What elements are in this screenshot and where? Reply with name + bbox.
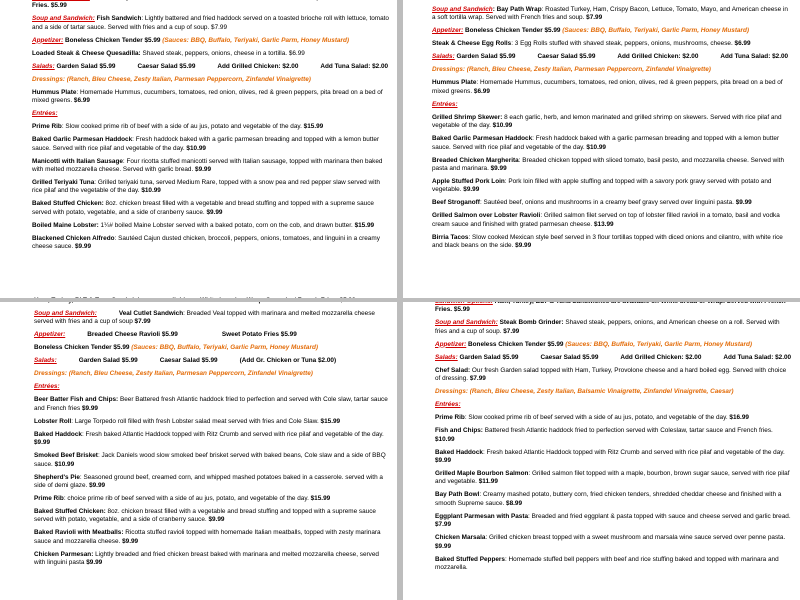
menu-line (34, 344, 389, 352)
menu-text: Salads: (34, 357, 57, 365)
menu-text: Fish Sandwich (94, 15, 142, 23)
menu-text: : Breaded and fried eggplant & pasta topped with sauce and cheese served and garlic bread. (528, 512, 791, 520)
menu-line (432, 212, 792, 229)
menu-text: $10.99 (141, 187, 161, 195)
menu-line (435, 354, 792, 362)
menu-line (432, 101, 792, 109)
menu-text: : Four ricotta stuffed manicotti served with Italian sausage, topped with marinara then baked with melted mozzarella cheese. Served with garlic bread. (32, 157, 383, 174)
menu-line (34, 383, 389, 391)
menu-text: $9.99 (435, 457, 451, 465)
menu-text: Add Tuna Salad: $2.00 (320, 62, 389, 70)
menu-text: $10.99 (186, 144, 206, 152)
menu-line (432, 66, 792, 74)
menu-line (34, 551, 389, 568)
menu-text: : Grilled salmon filet served on top of lobster filled ravioli in a tomato, basil and vodka cream sauce and finished with grated parmesan cheese. (432, 212, 780, 228)
menu-line (32, 235, 389, 252)
menu-text: Ricotta stuffed ravioli topped with homemade Italian meatballs, topped with zesty marinara sauce and mozzarella cheese. (34, 529, 381, 545)
menu-text: : Sautéed beef, onions and mushrooms in a creamy beef gravy served over linguini pasta. (479, 199, 736, 207)
menu-text: $10.99 (586, 143, 606, 151)
menu-line (432, 40, 792, 48)
menu-line (34, 495, 389, 503)
menu-text: $9.99 (435, 542, 451, 550)
menu-line (432, 6, 792, 23)
menu-text: Breaded Chicken Margherita (432, 156, 519, 164)
menu-line (32, 200, 389, 217)
menu-text: Entrées: (34, 383, 60, 391)
menu-text: Baked Garlic Parmesan Haddock (432, 135, 533, 143)
menu-text: Appetizer: (34, 331, 66, 339)
menu-text: Baked Stuffed Chicken: (32, 200, 104, 208)
menu-text: Appetizer: (432, 27, 464, 35)
menu-text: $10.99 (435, 435, 455, 443)
menu-text: $7.99 (503, 327, 520, 335)
menu-text: : Fresh haddock baked with a garlic parmesan breading and topped with a lemon butter sauce. Served with rice pilaf and vegetable of the day. (432, 135, 780, 151)
menu-text: Manicotti with Italian Sausage (32, 157, 123, 165)
menu-line (435, 319, 792, 336)
menu-text: : Homemade stuffed bell peppers with beef and rice stuffing baked and topped with marinara and mozzarella. (435, 555, 779, 572)
menu-line (32, 136, 389, 153)
menu-text: $11.99 (478, 478, 498, 486)
menu-text: Boneless Chicken Tender $5.99 (466, 340, 566, 348)
menu-line (432, 114, 792, 131)
menu-text: Add Grilled Chicken: $2.00 (617, 53, 699, 61)
menu-text: : choice prime rib of beef served with a side of au jus, potato, and vegetable of the day. (63, 495, 311, 503)
menu-text: : Pork loin filled with apple stuffing and topped with a savory pork gravy served with potato and vegetable. (432, 178, 772, 194)
menu-text: Dressings: (Ranch, Bleu Cheese, Zesty Italian, Parmesan Peppercorn, Zinfandel Vinaigrette) (432, 66, 711, 74)
menu-line (34, 418, 389, 426)
menu-text: Prime Rib (435, 414, 465, 422)
menu-text: Steak & Cheese Egg Rolls (432, 40, 512, 48)
menu-page-1 (0, 0, 397, 298)
menu-line (34, 452, 389, 469)
menu-text: : Slow cooked Mexican style beef served in 3 flour tortillas topped with diced onions and cilantro, with white rice and black beans on the side. (432, 233, 783, 250)
menu-text: Garden Salad $5.99 (78, 357, 138, 365)
menu-text: Shaved steak, peppers, onions, and American cheese on a roll. Served with fries and a cup of soup. (435, 319, 780, 335)
menu-text: Bay Path Bowl (435, 491, 480, 499)
menu-text: Caesar Salad $5.99 (137, 62, 196, 70)
menu-text: Shaved steak, peppers, onions, cheese in a tortilla. $6.99 (140, 49, 305, 57)
menu-text: : Fresh haddock baked with a garlic parmesan breading and topped with a lemon butter sauce. Served with rice pilaf and vegetable of the day. (32, 136, 380, 152)
menu-line (432, 53, 792, 61)
menu-text: Blackened Chicken Alfredo (32, 234, 115, 242)
menu-text: Garden Salad $5.99 (54, 62, 116, 70)
menu-line (432, 199, 792, 207)
menu-page-4 (403, 302, 800, 600)
menu-text: Add Tuna Salad: $2.00 (723, 353, 792, 361)
menu-text: : Bay Path Wrap (492, 6, 542, 13)
menu-text: Sweet Potato Fries $5.99 (221, 331, 297, 339)
menu-text (32, 0, 90, 1)
menu-text: : Breaded chicken topped with sliced tomato, basil pesto, and mozzarella cheese. Served with pasta and marinara. (432, 156, 785, 173)
menu-text: $15.99 (320, 417, 341, 425)
menu-line (432, 234, 792, 251)
menu-text: $9.99 (735, 199, 752, 207)
menu-text: $6.99 (473, 87, 490, 95)
menu-line (32, 222, 389, 230)
menu-text: Add Grilled Chicken: $2.00 (620, 353, 702, 361)
menu-text: Our fresh Garden salad topped with Ham, Turkey, Provolone cheese and a hard boiled egg. Served with choice of dressing. (435, 366, 787, 383)
menu-text: : Grilled salmon filet topped with a maple, bourbon, brown sugar sauce, served with rice pilaf and vegetable. (435, 470, 790, 486)
menu-text: Smoked Beef Brisket (34, 452, 98, 460)
menu-line (34, 331, 389, 339)
menu-text: $6.99 (734, 40, 751, 48)
menu-text: $15.99 (303, 123, 324, 131)
menu-text: : 3 Egg Rolls stuffed with shaved steak, peppers, onions, mushrooms, cheese. (511, 40, 735, 48)
menu-line (435, 513, 792, 530)
menu-text: Salads: (435, 353, 458, 361)
menu-text: Lobster Roll (34, 417, 72, 425)
menu-line (432, 27, 792, 35)
menu-text: Beef Stroganoff (432, 199, 480, 207)
menu-text: Chicken Marsala (435, 534, 486, 542)
menu-text: Battered fresh Atlantic haddock fried to perfection served with Coleslaw, tartar sauce and French fries. (482, 427, 773, 435)
menu-text: $7.99 (586, 14, 603, 22)
menu-line (32, 15, 389, 32)
menu-text: Hummus Plate (32, 88, 77, 96)
menu-line (32, 63, 389, 71)
menu-line (435, 491, 792, 508)
menu-text: Dressings: (Ranch, Bleu Cheese, Zesty Italian, Parmesan Peppercorn, Zinfandel Vinaigrette) (32, 75, 311, 83)
menu-text: 8 each garlic, herb, and lemon marinated and grilled shrimp on skewers. Served with rice pilaf and vegetable of the day. (432, 113, 782, 130)
menu-text: $8.99 (506, 499, 523, 507)
menu-text: $15.99 (310, 495, 331, 503)
menu-text: $9.99 (515, 242, 532, 250)
menu-line (32, 89, 389, 106)
menu-text: Entrées: (32, 110, 58, 118)
menu-line (34, 431, 389, 448)
menu-text: Soup and Sandwich: (34, 310, 97, 317)
menu-text: $9.99 (195, 166, 212, 174)
menu-text: Grilled Salmon over Lobster Ravioli (432, 212, 541, 220)
menu-text: Chicken Parmesan: (34, 550, 94, 558)
menu-text: Chef Salad: (435, 366, 471, 374)
menu-text: Fish and Chips: (435, 427, 483, 435)
menu-text: Hummus Plate (432, 79, 477, 87)
menu-text: Fries. $5.99 (32, 2, 67, 10)
menu-text: Beer Battered fresh Atlantic haddock fried to perfection and served with Cole slaw, tartar sauce and French fries (34, 396, 388, 412)
menu-text: Lightly breaded and fried chicken breast baked with marinara and melted mozzarella cheese, served with linguini pasta (34, 550, 379, 567)
menu-text: Caesar Salad $5.99 (159, 357, 218, 365)
menu-text: : Fresh baked Atlantic Haddock topped with Ritz Crumb and served with rice pilaf and vegetable of the day. (81, 430, 384, 438)
menu-text: Grilled Maple Bourbon Salmon (435, 470, 529, 478)
menu-text: Dressings: (Ranch, Bleu Cheese, Zesty Italian, Balsamic Vinaigrette, Zinfandel Vinaigrette, Caesar) (435, 388, 734, 396)
menu-text: $7.99 (134, 318, 151, 326)
menu-line (435, 341, 792, 349)
menu-line (32, 76, 389, 84)
menu-text: Soup and Sandwich: (435, 319, 498, 327)
menu-line (32, 123, 389, 131)
menu-text: 1¼# boiled Maine Lobster served with a baked potato, corn on the cob, and drawn butter. (98, 221, 355, 229)
menu-text: Caesar Salad $5.99 (540, 353, 599, 361)
menu-text: Garden Salad $5.99 (454, 53, 516, 61)
menu-text: Apple Stuffed Pork Loin (432, 178, 505, 186)
menu-text: Entrées: (432, 100, 458, 108)
menu-line (32, 110, 389, 118)
menu-text: (Add Gr. Chicken or Tuna $2.00) (239, 357, 337, 365)
menu-text: Boneless Chicken Tender $5.99 (463, 27, 563, 35)
menu-text: $15.99 (354, 221, 375, 229)
menu-text: (Sauces: BBQ, Buffalo, Teriyaki, Garlic Parm, Honey Mustard) (162, 36, 350, 44)
menu-text: : Jack Daniels wood slow smoked beef brisket served with baked beans, Cole slaw and a side of BBQ sauce. (34, 452, 386, 468)
menu-text: (Sauces: BBQ, Buffalo, Teriyaki, Garlic Parm, Honey Mustard) (131, 344, 319, 352)
menu-text: Appetizer: (435, 340, 467, 348)
menu-line (435, 449, 792, 466)
menu-line (32, 0, 389, 11)
menu-text: $9.99 (86, 559, 103, 567)
menu-text: Dressings: (Ranch, Bleu Cheese, Zesty Italian, Parmesan Peppercorn, Zinfandel Vinaigrette) (34, 370, 313, 378)
menu-text: $9.99 (34, 439, 50, 447)
menu-line (34, 310, 389, 327)
menu-text: Prime Rib (34, 495, 64, 503)
menu-text: 8oz. chicken breast filled with a vegetable and bread stuffing and topped with a supreme sauce served with potato, vegetable, and a side of cranberry sauce. (32, 200, 374, 216)
menu-line (435, 470, 792, 487)
menu-text: Baked Haddock (34, 430, 82, 438)
menu-page-2 (403, 0, 800, 298)
menu-text: $16.99 (729, 414, 749, 422)
menu-text: : Breaded Veal topped with marinara and melted mozzarella cheese served with fries and a cup of soup (34, 310, 375, 326)
menu-page-3 (0, 302, 397, 600)
horizontal-divider (0, 298, 800, 302)
menu-text: $10.99 (54, 460, 75, 468)
menu-text: : Grilled teriyaki tuna, served Medium Rare, topped with a snow pea and red pepper slaw served with rice pilaf and the vegetable of the day. (32, 179, 380, 195)
menu-text: Add Tuna Salad: $2.00 (720, 53, 789, 61)
menu-line (432, 79, 792, 96)
menu-line (32, 179, 389, 196)
menu-text: 8oz. chicken breast filled with a vegetable and bread stuffing and topped with a supreme sauce served with potato, vegetable, and a side of cranberry sauce. (34, 508, 376, 524)
menu-text: : Slow cooked prime rib of beef served with a side of au jus, potato, and vegetable of the day. (464, 414, 730, 422)
menu-line (34, 396, 389, 413)
menu-text: $9.99 (122, 537, 139, 545)
menu-text: $9.99 (89, 482, 106, 490)
menu-line (34, 357, 389, 365)
menu-text: Prime Rib (32, 123, 62, 131)
menu-text: : Seasoned ground beef, creamed corn, and whipped mashed potatoes baked in a casserole. served with a side of demi glaze. (34, 473, 383, 490)
menu-text: $7.99 (435, 521, 451, 529)
menu-text: Soup and Sandwich (432, 6, 493, 13)
menu-text: $9.99 (490, 165, 507, 173)
menu-line (32, 50, 389, 58)
menu-line (435, 427, 792, 444)
menu-line (34, 508, 389, 525)
menu-text: Veal Cutlet Sandwich (118, 310, 184, 317)
menu-text: Beer Batter Fish and Chips: (34, 396, 119, 404)
menu-text: Steak Bomb Grinder: (497, 319, 564, 327)
menu-text: : Homemade Hummus, cucumbers, tomatoes, red onion, olives, red & green peppers, pita bread on a bed of mixed greens. (432, 79, 783, 95)
menu-text: $9.99 (208, 516, 225, 524)
menu-text: Appetizer: (32, 36, 64, 44)
menu-line (435, 556, 792, 573)
menu-line (435, 414, 792, 422)
menu-line (432, 157, 792, 174)
menu-text: (Sauces: BBQ, Buffalo, Teriyaki, Garlic Parm, Honey Mustard) (565, 340, 753, 348)
menu-text: Shepherd's Pie (34, 473, 80, 481)
menu-text: : Sautéed Cajun dusted chicken, broccoli, peppers, onions, tomatoes, and linguini in a creamy cheese sauce. (32, 234, 380, 251)
menu-text: Soup and Sandwich: (32, 15, 95, 23)
menu-line (435, 367, 792, 384)
menu-text: : Grilled chicken breast topped with a sweet mushroom and marsala wine sauce served over penne pasta. (485, 534, 786, 542)
menu-text: Breaded Cheese Ravioli $5.99 (87, 331, 178, 339)
menu-line (32, 158, 389, 175)
menu-text: Loaded Steak & Cheese Quesadilla: (32, 49, 141, 57)
menu-text: Garden Salad $5.99 (457, 353, 519, 361)
menu-text: Baked Haddock (435, 448, 483, 456)
menu-text: Boneless Chicken Tender $5.99 (34, 344, 132, 352)
menu-text: (Sauces: BBQ, Buffalo, Teriyaki, Garlic Parm, Honey Mustard) (562, 27, 750, 35)
menu-text: Add Grilled Chicken: $2.00 (217, 62, 299, 70)
menu-text: : Roasted Turkey, Ham, Crispy Bacon, Lettuce, Tomato, Mayo, and American cheese in a soft tortilla wrap. Served with French fries and soup. (432, 6, 788, 22)
menu-text: $9.99 (463, 186, 480, 194)
menu-text: Salads: (32, 62, 55, 70)
menu-text: Baked Stuffed Chicken: (34, 508, 106, 516)
menu-text: Grilled Shrimp Skewer: (432, 113, 503, 121)
menu-line (432, 135, 792, 152)
menu-text: $6.99 (73, 97, 90, 105)
menu-line (34, 529, 389, 546)
menu-text: : Homemade Hummus, cucumbers, tomatoes, red onion, olives, red & green peppers, pita bread on a bed of mixed greens. (32, 88, 383, 105)
menu-text: Eggplant Parmesan with Pasta (435, 512, 529, 520)
menu-text: Entrées: (435, 401, 461, 409)
menu-line (435, 534, 792, 551)
menu-text: : Lightly battered and fried haddock served on a toasted brioche roll with lettuce, tomato and a side of tartar sauce. Served with fries and a cup of soup. $7.99 (32, 15, 389, 31)
menu-line (432, 178, 792, 195)
menu-text: Grilled Teriyaki Tuna (32, 179, 95, 187)
menu-text: : Large Torpedo roll filled with fresh Lobster salad meat served with fries and Cole Slaw. (71, 417, 321, 425)
menu-line (435, 401, 792, 409)
menu-text: Boiled Maine Lobster: (32, 221, 99, 229)
menu-text: $9.99 (81, 404, 98, 412)
menu-text: $10.99 (492, 122, 513, 130)
menu-text: Baked Garlic Parmesan Haddock (32, 136, 133, 144)
menu-line (34, 474, 389, 491)
menu-text: Birria Tacos (432, 233, 469, 241)
menu-text: Boneless Chicken Tender $5.99 (63, 36, 163, 44)
menu-line (435, 388, 792, 396)
menu-text: $13.99 (594, 220, 614, 228)
menu-text: Baked Ravioli with Meatballs: (34, 529, 124, 537)
menu-text: : Creamy mashed potato, buttery corn, fried chicken tenders, shredded cheddar cheese and finished with a smooth Supreme sauce. (435, 491, 782, 507)
menu-text: $9.99 (75, 243, 91, 251)
menu-text: : Slow cooked prime rib of beef with a side of au jus, potato and vegetable of the day. (61, 123, 304, 131)
menu-text: $7.99 (469, 375, 486, 383)
menu-text: Fries. $5.99 (435, 306, 470, 314)
menu-text: Caesar Salad $5.99 (537, 53, 596, 61)
menu-line (32, 37, 389, 45)
menu-text: Salads: (432, 53, 455, 61)
menu-text: : Fresh baked Atlantic Haddock topped with Ritz Crumb and served with rice pilaf and vegetable of the day. (482, 448, 785, 456)
menu-line (34, 370, 389, 378)
menu-text: $9.99 (206, 208, 223, 216)
menu-text: Baked Stuffed Peppers (435, 555, 505, 563)
